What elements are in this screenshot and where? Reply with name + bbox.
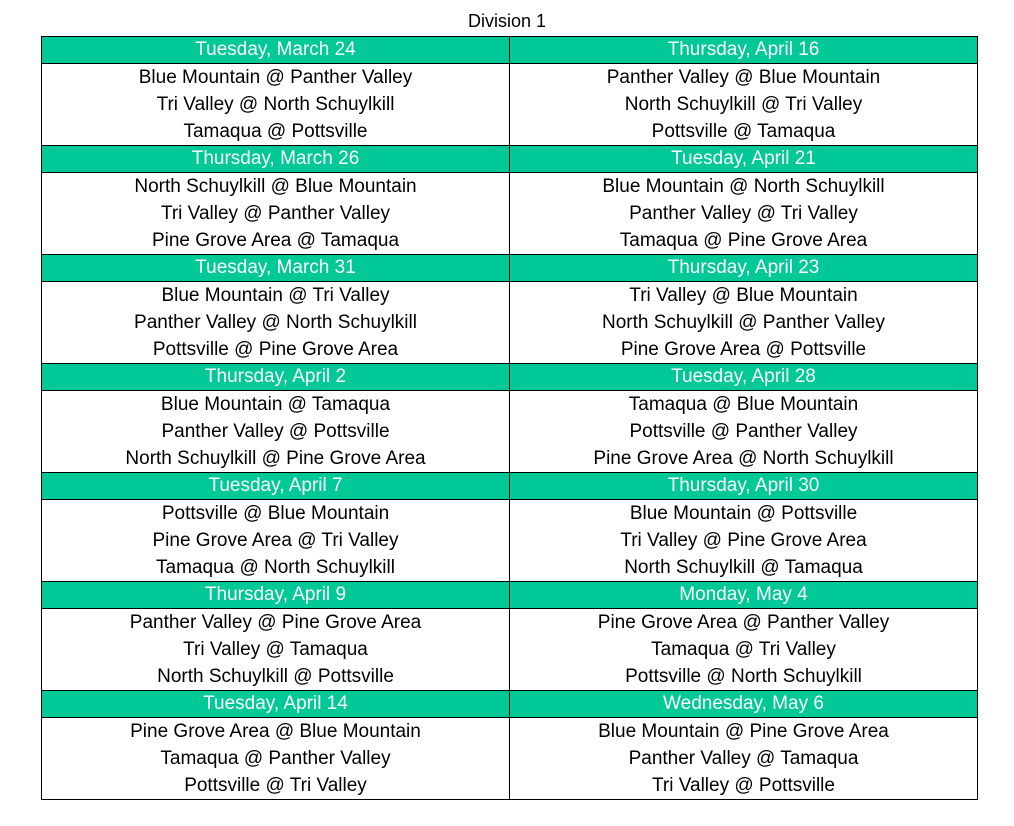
- matchup: Tri Valley @ North Schuylkill: [156, 94, 395, 115]
- right-games-cell: [510, 718, 978, 800]
- left-games-cell: [42, 282, 510, 364]
- left-games-cell: [42, 64, 510, 146]
- right-date-cell: Thursday, April 30: [510, 473, 978, 500]
- right-date-cell: Monday, May 4: [510, 582, 978, 609]
- left-date-cell: Thursday, April 2: [42, 364, 510, 391]
- schedule-body: [42, 37, 978, 800]
- matchup: Tri Valley @ Tamaqua: [183, 639, 368, 660]
- matchup: North Schuylkill @ Tamaqua: [624, 557, 863, 578]
- games-row: [42, 500, 978, 582]
- matchup: Pine Grove Area @ Tri Valley: [152, 530, 399, 551]
- matchup: Panther Valley @ Blue Mountain: [606, 67, 881, 88]
- matchup: Tri Valley @ Pottsville: [652, 775, 835, 796]
- matchup: Blue Mountain @ Pottsville: [629, 503, 858, 524]
- matchup: Tamaqua @ Tri Valley: [651, 639, 836, 660]
- date-row: [42, 364, 978, 391]
- left-games-cell: [42, 391, 510, 473]
- right-games-cell: [510, 64, 978, 146]
- matchup: Pottsville @ Pine Grove Area: [152, 339, 399, 360]
- date-row: [42, 255, 978, 282]
- games-row: [42, 718, 978, 800]
- right-games-cell: [510, 609, 978, 691]
- matchup: Tamaqua @ North Schuylkill: [156, 557, 395, 578]
- matchup: Tamaqua @ Pine Grove Area: [619, 230, 868, 251]
- date-row: [42, 582, 978, 609]
- matchup: Blue Mountain @ Pine Grove Area: [598, 721, 889, 742]
- matchup: Panther Valley @ Tamaqua: [628, 748, 859, 769]
- right-games-cell: [510, 391, 978, 473]
- matchup: Panther Valley @ Tri Valley: [629, 203, 858, 224]
- matchup: Pottsville @ Tamaqua: [651, 121, 836, 142]
- matchup: Tamaqua @ Pottsville: [183, 121, 368, 142]
- right-games-cell: [510, 500, 978, 582]
- matchup: Pottsville @ Panther Valley: [629, 421, 858, 442]
- left-date-cell: Tuesday, April 7: [42, 473, 510, 500]
- matchup: North Schuylkill @ Pottsville: [157, 666, 394, 687]
- left-date-cell: Thursday, April 9: [42, 582, 510, 609]
- left-date-cell: Tuesday, April 14: [42, 691, 510, 718]
- schedule-table: [41, 36, 978, 800]
- matchup: Blue Mountain @ Tri Valley: [161, 285, 390, 306]
- left-date-cell: Tuesday, March 24: [42, 37, 510, 64]
- matchup: Tamaqua @ Panther Valley: [160, 748, 391, 769]
- matchup: Pine Grove Area @ Blue Mountain: [130, 721, 421, 742]
- games-row: [42, 282, 978, 364]
- matchup: Pottsville @ Tri Valley: [184, 775, 367, 796]
- date-row: [42, 146, 978, 173]
- matchup: Panther Valley @ North Schuylkill: [134, 312, 417, 333]
- matchup: Pottsville @ Blue Mountain: [161, 503, 390, 524]
- left-games-cell: [42, 173, 510, 255]
- right-games-cell: [510, 282, 978, 364]
- matchup: North Schuylkill @ Panther Valley: [602, 312, 885, 333]
- date-row: [42, 37, 978, 64]
- matchup: Blue Mountain @ Tamaqua: [160, 394, 391, 415]
- page-title: Division 1: [467, 11, 547, 31]
- matchup: Pottsville @ North Schuylkill: [625, 666, 862, 687]
- date-row: [42, 473, 978, 500]
- matchup: Blue Mountain @ North Schuylkill: [602, 176, 885, 197]
- left-games-cell: [42, 718, 510, 800]
- matchup: Tamaqua @ Blue Mountain: [628, 394, 859, 415]
- matchup: Panther Valley @ Pottsville: [161, 421, 390, 442]
- games-row: [42, 609, 978, 691]
- left-date-cell: Tuesday, March 31: [42, 255, 510, 282]
- games-row: [42, 173, 978, 255]
- games-row: [42, 391, 978, 473]
- right-games-cell: [510, 173, 978, 255]
- right-date-cell: Tuesday, April 28: [510, 364, 978, 391]
- right-date-cell: Thursday, April 23: [510, 255, 978, 282]
- right-date-cell: Thursday, April 16: [510, 37, 978, 64]
- matchup: Pine Grove Area @ North Schuylkill: [593, 448, 894, 469]
- matchup: Blue Mountain @ Panther Valley: [138, 67, 413, 88]
- left-games-cell: [42, 609, 510, 691]
- matchup: Tri Valley @ Pine Grove Area: [620, 530, 867, 551]
- games-row: [42, 64, 978, 146]
- left-games-cell: [42, 500, 510, 582]
- matchup: Pine Grove Area @ Panther Valley: [597, 612, 890, 633]
- date-row: [42, 691, 978, 718]
- matchup: Tri Valley @ Panther Valley: [160, 203, 391, 224]
- left-date-cell: Thursday, March 26: [42, 146, 510, 173]
- matchup: Panther Valley @ Pine Grove Area: [129, 612, 422, 633]
- matchup: Pine Grove Area @ Pottsville: [620, 339, 867, 360]
- matchup: North Schuylkill @ Pine Grove Area: [125, 448, 426, 469]
- right-date-cell: Wednesday, May 6: [510, 691, 978, 718]
- matchup: North Schuylkill @ Tri Valley: [624, 94, 863, 115]
- matchup: Pine Grove Area @ Tamaqua: [151, 230, 400, 251]
- matchup: North Schuylkill @ Blue Mountain: [134, 176, 417, 197]
- matchup: Tri Valley @ Blue Mountain: [629, 285, 858, 306]
- right-date-cell: Tuesday, April 21: [510, 146, 978, 173]
